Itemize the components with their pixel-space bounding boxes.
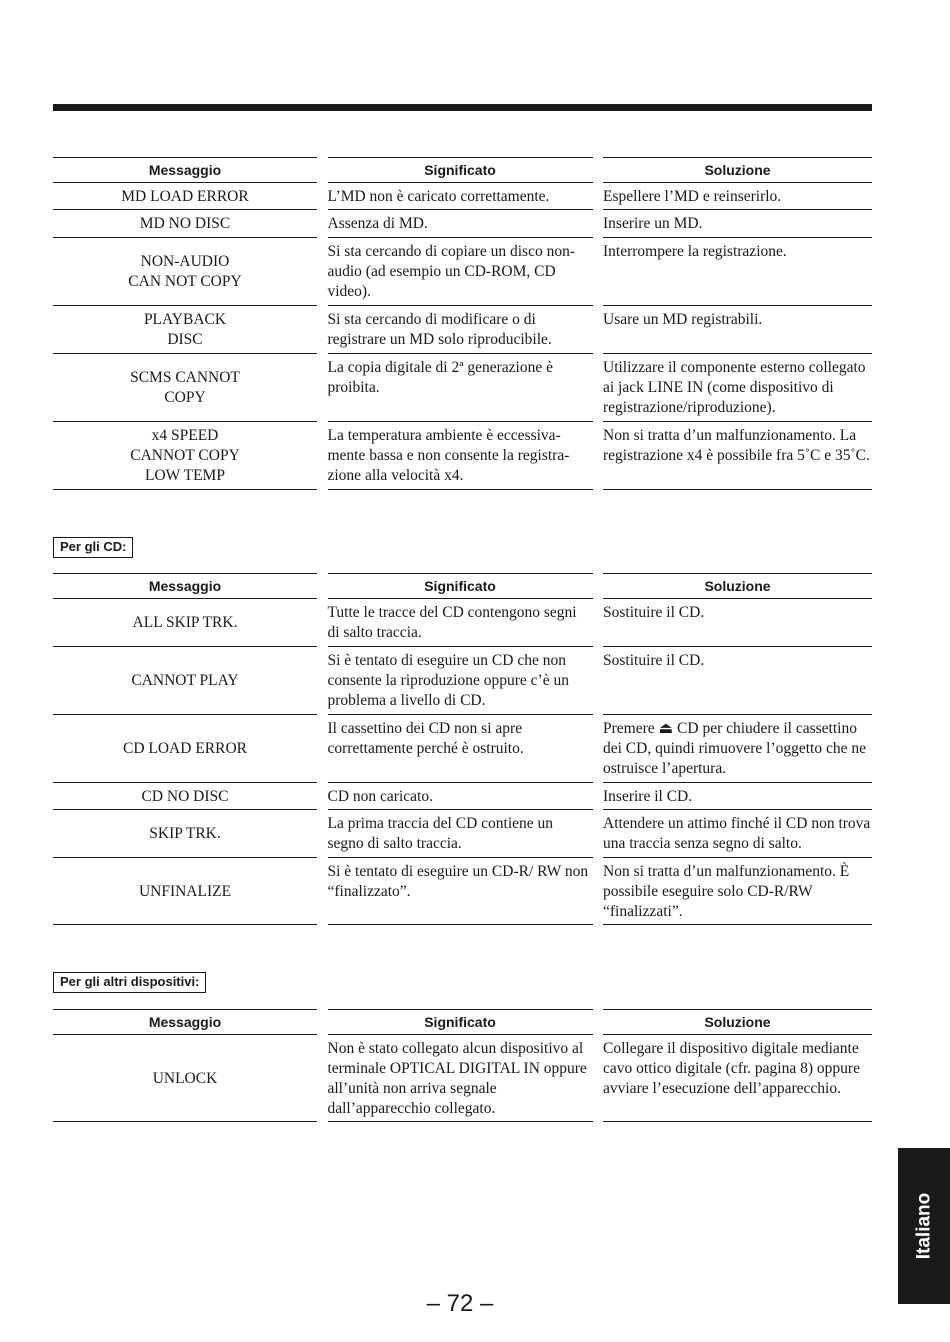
table-header xyxy=(53,573,872,599)
solution-cell: Inserire il CD. xyxy=(603,783,872,810)
meaning-cell: Tutte le tracce del CD contengono segni di salto traccia. xyxy=(328,599,593,647)
meaning-cell: L’MD non è caricato correttamente. xyxy=(328,183,593,210)
message-cell: PLAYBACK DISC xyxy=(53,306,317,354)
solution-cell: Espellere l’MD e reinserirlo. xyxy=(603,183,872,210)
table-row xyxy=(53,306,872,354)
column-header: Soluzione xyxy=(603,573,872,599)
table-row xyxy=(53,715,872,783)
message-cell: UNLOCK xyxy=(53,1035,317,1122)
table-row xyxy=(53,422,872,490)
table-row xyxy=(53,858,872,925)
meaning-cell: Il cassettino dei CD non si apre correttamente perché è ostruito. xyxy=(328,715,593,783)
table-row xyxy=(53,647,872,715)
solution-cell: Usare un MD registrabili. xyxy=(603,306,872,354)
column-header: Significato xyxy=(328,573,593,599)
top-rule xyxy=(53,104,872,111)
troubleshooting-table xyxy=(53,573,872,925)
language-tab-label: Italiano xyxy=(913,1192,935,1260)
message-cell: MD NO DISC xyxy=(53,210,317,238)
message-cell: x4 SPEED CANNOT COPY LOW TEMP xyxy=(53,422,317,490)
table-header xyxy=(53,1009,872,1035)
solution-cell: Sostituire il CD. xyxy=(603,599,872,647)
solution-cell: Non si tratta d’un malfunzionamento. La registrazione x4 è possibile fra 5˚C e 35˚C. xyxy=(603,422,872,490)
message-cell: CD NO DISC xyxy=(53,783,317,810)
column-header: Messaggio xyxy=(53,1009,317,1035)
meaning-cell: Si sta cercando di copiare un disco non-audio (ad esempio un CD-ROM, CD video). xyxy=(328,238,593,306)
section-label: Per gli CD: xyxy=(53,537,133,558)
table-row xyxy=(53,599,872,647)
meaning-cell: CD non caricato. xyxy=(328,783,593,810)
message-cell: CANNOT PLAY xyxy=(53,647,317,715)
solution-cell: Attendere un attimo finché il CD non trova una traccia senza segno di salto. xyxy=(603,810,872,858)
troubleshooting-table xyxy=(53,1009,872,1122)
meaning-cell: Non è stato collegato alcun dispositivo al terminale OPTICAL DIGITAL IN oppure all’unità non arriva segnale dall’apparecchio collegato. xyxy=(328,1035,593,1122)
column-header: Significato xyxy=(328,157,593,183)
message-cell: NON-AUDIO CAN NOT COPY xyxy=(53,238,317,306)
solution-cell: Non si tratta d’un malfunzionamento. È possibile eseguire solo CD-R/RW “finalizzati”. xyxy=(603,858,872,925)
table-row xyxy=(53,354,872,422)
table-row xyxy=(53,183,872,210)
section-label: Per gli altri dispositivi: xyxy=(53,972,206,993)
column-header: Soluzione xyxy=(603,1009,872,1035)
message-cell: UNFINALIZE xyxy=(53,858,317,925)
solution-cell: Premere ⏏ CD per chiudere il cassettino dei CD, quindi rimuovere l’oggetto che ne ostruisce l’apertura. xyxy=(603,715,872,783)
message-cell: MD LOAD ERROR xyxy=(53,183,317,210)
meaning-cell: La temperatura ambiente è eccessiva-mente bassa e non consente la registra-zione alla velocità x4. xyxy=(328,422,593,490)
message-cell: ALL SKIP TRK. xyxy=(53,599,317,647)
meaning-cell: Si sta cercando di modificare o di registrare un MD solo riproducibile. xyxy=(328,306,593,354)
message-cell: SCMS CANNOT COPY xyxy=(53,354,317,422)
meaning-cell: La copia digitale di 2ª generazione è proibita. xyxy=(328,354,593,422)
solution-cell: Collegare il dispositivo digitale mediante cavo ottico digitale (cfr. pagina 8) oppure avviare l’esecuzione dell’apparecchio. xyxy=(603,1035,872,1122)
table-row xyxy=(53,210,872,238)
message-cell: CD LOAD ERROR xyxy=(53,715,317,783)
meaning-cell: La prima traccia del CD contiene un segno di salto traccia. xyxy=(328,810,593,858)
solution-cell: Inserire un MD. xyxy=(603,210,872,238)
message-cell: SKIP TRK. xyxy=(53,810,317,858)
column-header: Messaggio xyxy=(53,573,317,599)
column-header: Soluzione xyxy=(603,157,872,183)
language-tab xyxy=(898,1148,950,1304)
table-row xyxy=(53,810,872,858)
meaning-cell: Si è tentato di eseguire un CD che non consente la riproduzione oppure c’è un problema a livello di CD. xyxy=(328,647,593,715)
meaning-cell: Assenza di MD. xyxy=(328,210,593,238)
table-row xyxy=(53,783,872,810)
column-header: Significato xyxy=(328,1009,593,1035)
table-row xyxy=(53,238,872,306)
table-row xyxy=(53,1035,872,1122)
meaning-cell: Si è tentato di eseguire un CD-R/ RW non “finalizzato”. xyxy=(328,858,593,925)
troubleshooting-table xyxy=(53,157,872,490)
solution-cell: Interrompere la registrazione. xyxy=(603,238,872,306)
solution-cell: Utilizzare il componente esterno collegato ai jack LINE IN (come dispositivo di registrazione/riproduzione). xyxy=(603,354,872,422)
solution-cell: Sostituire il CD. xyxy=(603,647,872,715)
column-header: Messaggio xyxy=(53,157,317,183)
page-number: – 72 – xyxy=(426,1290,494,1317)
table-header xyxy=(53,157,872,183)
